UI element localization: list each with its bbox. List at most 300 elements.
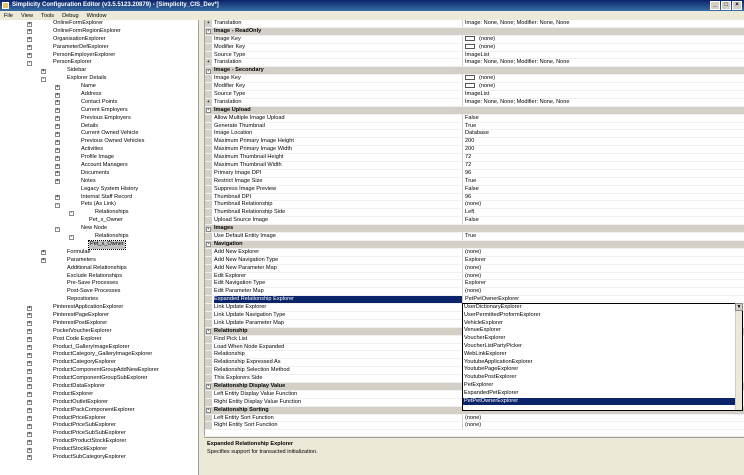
property-value[interactable] (465, 194, 744, 201)
tree-node-label: Parameters (67, 256, 96, 263)
property-name: Edit Parameter Map (214, 288, 463, 295)
property-value[interactable] (465, 209, 744, 216)
tree-node[interactable] (0, 304, 198, 312)
tree-node[interactable] (0, 430, 198, 438)
expand-icon[interactable]: + (28, 351, 31, 358)
tree-node-label: Documents (81, 169, 110, 176)
row-gutter (205, 217, 212, 224)
expand-icon[interactable]: + (28, 446, 31, 453)
property-name: Allow Multiple Image Upload (214, 115, 463, 122)
property-name: Generate Thumbnail (214, 123, 463, 130)
expand-icon[interactable]: + (56, 123, 59, 130)
property-row[interactable] (205, 44, 744, 52)
tree-node-label: Current Owned Vehicle (81, 130, 139, 137)
menu-tools[interactable]: Tools (41, 12, 55, 19)
property-value[interactable] (465, 273, 744, 280)
property-value[interactable] (465, 415, 744, 422)
property-row[interactable] (205, 36, 744, 44)
expand-icon[interactable]: + (56, 83, 59, 90)
expand-icon[interactable]: + (56, 107, 59, 114)
tree-node[interactable] (0, 67, 198, 75)
property-row[interactable] (205, 83, 744, 91)
row-gutter (205, 154, 212, 161)
property-row[interactable] (205, 186, 744, 194)
tree-node-label: Pet_x_Owner (89, 217, 123, 224)
expand-icon: + (205, 99, 212, 106)
tree-node[interactable] (0, 99, 198, 107)
property-value-text: ImageList (465, 51, 490, 58)
menu-view[interactable]: View (21, 12, 34, 19)
property-value[interactable] (465, 422, 744, 429)
row-gutter (205, 178, 212, 185)
collapse-icon[interactable]: - (207, 328, 210, 335)
category-label: Images (214, 225, 234, 232)
tree-node[interactable] (0, 209, 198, 217)
property-name: Modifier Key (214, 44, 463, 51)
row-gutter (205, 320, 212, 327)
property-name: Restrict Image Size (214, 178, 463, 185)
property-row[interactable] (205, 162, 744, 170)
expand-icon[interactable]: + (56, 154, 59, 161)
tree-node[interactable] (0, 454, 198, 462)
expand-icon[interactable]: + (56, 178, 59, 185)
row-gutter (205, 36, 212, 43)
property-value[interactable] (465, 123, 744, 130)
property-value[interactable] (465, 99, 744, 106)
expand-icon[interactable]: + (28, 359, 31, 366)
tree-node[interactable] (0, 328, 198, 336)
collapse-icon[interactable]: - (207, 28, 210, 35)
dropdown-option[interactable]: PetPetOwnerExplorer (463, 398, 742, 406)
expand-icon[interactable]: + (28, 422, 31, 429)
tree-node-label: Additional Relationships (67, 264, 127, 271)
tree-node[interactable] (0, 225, 198, 233)
tree-node[interactable] (0, 233, 198, 241)
expand-icon[interactable]: + (28, 36, 31, 43)
property-value-text: (none) (465, 422, 482, 429)
property-value[interactable] (465, 52, 744, 59)
explorer-tree[interactable] (0, 20, 199, 475)
tree-node[interactable] (0, 194, 198, 202)
expand-icon[interactable]: + (56, 194, 59, 201)
expand-icon[interactable]: + (42, 67, 45, 74)
property-row[interactable] (205, 217, 744, 225)
property-row[interactable] (205, 194, 744, 202)
explorer-dropdown-list[interactable] (462, 303, 743, 411)
expand-icon[interactable]: + (28, 399, 31, 406)
property-value[interactable] (465, 115, 744, 122)
collapse-icon[interactable]: - (70, 209, 73, 216)
dropdown-scrollbar[interactable] (735, 304, 742, 410)
property-value-text: Explorer (465, 280, 486, 287)
property-category[interactable] (205, 67, 744, 75)
property-value[interactable] (465, 59, 744, 66)
tree-node-label: ProductComponentGroupSubExplorer (53, 375, 148, 382)
property-row[interactable] (205, 146, 744, 154)
menu-file[interactable]: File (4, 12, 14, 19)
dropdown-option[interactable]: YoutubeApplicationExplorer (464, 358, 533, 365)
property-row[interactable] (205, 91, 744, 99)
property-value-text: (none) (465, 264, 482, 271)
tree-node[interactable] (0, 83, 198, 91)
property-name: Link Update Parameter Map (214, 320, 463, 327)
property-value[interactable] (465, 257, 744, 264)
tree-node[interactable] (0, 115, 198, 123)
tree-node[interactable] (0, 178, 198, 186)
dropdown-option[interactable]: ExpandedPetExplorer (464, 389, 519, 396)
property-row[interactable] (205, 138, 744, 146)
property-value[interactable] (465, 20, 744, 27)
expand-icon[interactable]: + (28, 28, 31, 35)
tree-node-label: Relationships (95, 209, 129, 216)
expand-icon[interactable]: + (28, 367, 31, 374)
property-value[interactable] (465, 280, 744, 287)
tree-node[interactable] (0, 201, 198, 209)
property-name: Suppress Image Preview (214, 186, 463, 193)
expand-icon[interactable]: + (28, 415, 31, 422)
expand-icon[interactable]: + (28, 383, 31, 390)
tree-node[interactable] (0, 186, 198, 194)
property-row[interactable] (205, 422, 744, 430)
tree-node[interactable] (0, 288, 198, 296)
expand-icon[interactable]: + (56, 138, 59, 145)
tree-node[interactable] (0, 162, 198, 170)
property-row[interactable] (205, 20, 744, 28)
property-value[interactable] (465, 138, 744, 145)
row-gutter (205, 359, 212, 366)
menu-debug[interactable]: Debug (62, 12, 79, 19)
expand-icon[interactable]: + (56, 99, 59, 106)
tree-node-label: ProductPriceSubSubExplorer (53, 430, 126, 437)
property-row[interactable] (205, 201, 744, 209)
property-row[interactable] (205, 249, 744, 257)
dropdown-option[interactable]: UserDictionaryExplorer (464, 304, 522, 310)
tree-node[interactable] (0, 446, 198, 454)
property-value[interactable] (465, 130, 744, 137)
property-name: Use Default Entity Image (214, 233, 463, 240)
property-value-text: (none) (465, 248, 482, 255)
tree-node[interactable] (0, 146, 198, 154)
tree-node-label: Repositories (67, 296, 99, 303)
description-panel (204, 437, 744, 475)
tree-node[interactable] (0, 296, 198, 304)
expand-icon[interactable]: + (28, 312, 31, 319)
tree-node[interactable] (0, 249, 198, 257)
collapse-icon[interactable]: - (207, 407, 210, 414)
tree-node[interactable] (0, 351, 198, 359)
property-value-text: (none) (479, 43, 496, 50)
expand-icon[interactable]: + (28, 391, 31, 398)
expand-icon[interactable]: + (28, 454, 31, 461)
property-value-text: 96 (465, 193, 472, 200)
tree-node[interactable] (0, 123, 198, 131)
dropdown-option[interactable]: VoucherExplorer (464, 335, 506, 342)
property-value[interactable] (465, 265, 744, 272)
tree-node-label: Formulae (67, 248, 91, 255)
row-gutter (205, 296, 212, 303)
row-gutter (205, 123, 212, 130)
tree-node[interactable] (0, 438, 198, 446)
expand-icon[interactable]: + (28, 430, 31, 437)
property-name: Thumbnail Relationship Side (214, 209, 463, 216)
property-row[interactable] (205, 52, 744, 60)
row-gutter (205, 312, 212, 319)
expand-icon[interactable]: + (28, 304, 31, 311)
row-gutter (205, 415, 212, 422)
tree-node-label: ProductSubCategoryExplorer (53, 453, 126, 460)
tree-node-label: Post Code Explorer (53, 335, 102, 342)
tree-node-label: New Node (81, 225, 108, 232)
tree-node[interactable] (0, 273, 198, 281)
row-gutter (205, 75, 212, 82)
maximize-icon[interactable]: □ (721, 1, 731, 10)
property-name: Image Key (214, 75, 463, 82)
tree-node[interactable] (0, 91, 198, 99)
property-value[interactable] (465, 146, 744, 153)
tree-node-label: ProductCategory_GalleryImageExplorer (53, 351, 153, 358)
tree-node[interactable] (0, 265, 198, 273)
property-value[interactable] (465, 170, 744, 177)
tree-node[interactable] (0, 422, 198, 430)
property-value[interactable] (465, 249, 744, 256)
property-row[interactable] (205, 75, 744, 83)
collapse-icon[interactable]: - (207, 107, 210, 114)
row-gutter (205, 209, 212, 216)
property-name: Primary Image DPI (214, 170, 463, 177)
dropdown-option[interactable]: VoucherListPartyPicker (464, 342, 522, 349)
dropdown-option[interactable]: YoutubePostExplorer (464, 374, 517, 381)
collapse-icon[interactable]: - (70, 233, 73, 240)
property-row[interactable] (205, 115, 744, 123)
expand-icon: + (205, 59, 212, 66)
expand-icon[interactable]: + (28, 438, 31, 445)
tree-node-label: OrganisationExplorer (53, 35, 106, 42)
tree-node[interactable] (0, 336, 198, 344)
tree-node[interactable] (0, 75, 198, 83)
property-value-text: Database (465, 130, 489, 137)
property-row[interactable] (205, 178, 744, 186)
category-label: Relationship Display Value (214, 382, 286, 389)
property-value[interactable] (465, 83, 744, 90)
property-value[interactable] (465, 178, 744, 185)
expand-icon[interactable]: + (28, 20, 31, 27)
property-value[interactable] (465, 44, 744, 51)
tree-node[interactable] (0, 399, 198, 407)
property-value[interactable] (465, 154, 744, 161)
tree-node[interactable] (0, 415, 198, 423)
property-row[interactable] (205, 280, 744, 288)
tree-node[interactable] (0, 375, 198, 383)
minimize-icon[interactable]: _ (710, 1, 720, 10)
property-value[interactable] (465, 162, 744, 169)
row-gutter (205, 138, 212, 145)
row-gutter (205, 367, 212, 374)
row-gutter (205, 399, 212, 406)
property-row[interactable] (205, 154, 744, 162)
expand-icon[interactable]: + (28, 407, 31, 414)
property-value[interactable] (465, 233, 744, 240)
tree-node-label: PinterestApplicationExplorer (53, 304, 124, 311)
property-value[interactable] (465, 186, 744, 193)
collapse-icon[interactable]: - (28, 59, 31, 66)
tree-node[interactable] (0, 359, 198, 367)
expand-icon[interactable]: + (56, 170, 59, 177)
property-row[interactable] (205, 257, 744, 265)
collapse-icon[interactable]: - (207, 383, 210, 390)
tree-node[interactable] (0, 344, 198, 352)
tree-node[interactable] (0, 407, 198, 415)
expand-icon[interactable]: + (56, 91, 59, 98)
property-row[interactable] (205, 233, 744, 241)
property-row[interactable] (205, 130, 744, 138)
tree-node-label: Pet_x_Owner (90, 240, 124, 247)
property-value[interactable] (465, 91, 744, 98)
expand-icon[interactable]: + (56, 146, 59, 153)
category-label: Relationship Sorting (214, 406, 269, 413)
tree-node[interactable] (0, 312, 198, 320)
property-row[interactable] (205, 170, 744, 178)
property-row[interactable] (205, 99, 744, 107)
tree-node-label: ProductPackComponentExplorer (53, 406, 135, 413)
dropdown-option[interactable]: WebLinkExplorer (464, 350, 507, 357)
tree-node[interactable] (0, 320, 198, 328)
tree-node-label: Pets (As Link) (81, 201, 116, 208)
tree-node[interactable] (0, 241, 198, 249)
tree-node[interactable] (0, 383, 198, 391)
tree-node-label: Details (81, 122, 99, 129)
property-row[interactable] (205, 265, 744, 273)
chevron-down-icon[interactable]: ▼ (736, 304, 742, 310)
property-row[interactable] (205, 288, 744, 296)
tree-node[interactable] (0, 52, 198, 60)
dropdown-option[interactable]: VenueExplorer (464, 327, 501, 334)
property-row[interactable] (205, 415, 744, 423)
description-title: Expanded Relationship Explorer (207, 441, 294, 447)
tree-node-label: PersonExplorer (53, 59, 92, 66)
expand-icon[interactable]: + (28, 328, 31, 335)
expand-icon[interactable]: + (28, 344, 31, 351)
collapse-icon[interactable]: - (42, 75, 45, 82)
tree-node-label: Previous Employers (81, 114, 131, 121)
expand-icon[interactable]: + (28, 336, 31, 343)
tree-node[interactable] (0, 20, 198, 28)
tree-node-label: Activities (81, 146, 104, 153)
close-icon[interactable]: × (732, 1, 742, 10)
row-gutter (205, 91, 212, 98)
property-value-text: Left (465, 209, 475, 216)
collapse-icon[interactable]: - (207, 225, 210, 232)
property-value[interactable] (465, 201, 744, 208)
tree-node-label: Profile Image (81, 154, 114, 161)
row-gutter (205, 146, 212, 153)
expand-icon[interactable]: + (28, 320, 31, 327)
property-name: Image Location (214, 130, 463, 137)
tree-node-label: OnlineFormExplorer (53, 20, 104, 26)
dropdown-option[interactable]: PetExplorer (464, 381, 494, 388)
expand-icon[interactable]: + (56, 130, 59, 137)
category-label: Image - Secondary (214, 67, 264, 74)
row-gutter (205, 280, 212, 287)
tree-node[interactable] (0, 107, 198, 115)
tree-node[interactable] (0, 257, 198, 265)
property-value[interactable] (465, 217, 744, 224)
expand-icon[interactable]: + (56, 115, 59, 122)
collapse-icon[interactable]: - (207, 67, 210, 74)
tree-node[interactable] (0, 280, 198, 288)
row-gutter (205, 265, 212, 272)
collapse-icon[interactable]: - (207, 241, 210, 248)
dropdown-option[interactable]: UserPermittedProformExplorer (464, 311, 541, 318)
tree-node[interactable] (0, 36, 198, 44)
row-gutter (205, 186, 212, 193)
property-value[interactable] (465, 288, 744, 295)
property-category[interactable] (205, 225, 744, 233)
property-row[interactable] (205, 273, 744, 281)
expand-icon[interactable]: + (42, 249, 45, 256)
property-name: Maximum Thumbnail Width (214, 162, 463, 169)
row-gutter (205, 52, 212, 59)
tree-node[interactable] (0, 28, 198, 36)
row-gutter (205, 351, 212, 358)
expand-icon[interactable]: + (28, 375, 31, 382)
row-gutter (205, 115, 212, 122)
image-swatch (465, 83, 475, 88)
row-gutter (205, 233, 212, 240)
tree-node[interactable] (0, 138, 198, 146)
property-value[interactable] (465, 75, 744, 82)
dropdown-option[interactable]: VehicleExplorer (464, 319, 503, 326)
property-value-text: (none) (479, 35, 496, 42)
property-value[interactable] (465, 36, 744, 43)
expand-icon[interactable]: + (28, 44, 31, 51)
property-category[interactable] (205, 241, 744, 249)
property-category[interactable] (205, 107, 744, 115)
tree-node[interactable] (0, 217, 198, 225)
tree-node[interactable] (0, 44, 198, 52)
dropdown-option[interactable]: YoutubePageExplorer (464, 366, 519, 373)
property-row[interactable] (205, 123, 744, 131)
tree-node[interactable] (0, 367, 198, 375)
expand-icon[interactable]: + (42, 257, 45, 264)
property-row[interactable] (205, 59, 744, 67)
tree-node[interactable] (0, 59, 198, 67)
row-gutter (205, 344, 212, 351)
description-text: Specifies support for transacted initialization. (207, 449, 318, 455)
property-value-text: 200 (465, 138, 475, 145)
row-gutter (205, 257, 212, 264)
row-gutter (205, 422, 212, 429)
row-gutter (205, 162, 212, 169)
property-name: Relationship (214, 351, 463, 358)
tree-node-label: Sidebar (67, 67, 87, 74)
property-row[interactable] (205, 209, 744, 217)
property-name: Upload Source Image (214, 217, 463, 224)
expand-icon[interactable]: + (56, 162, 59, 169)
tree-node[interactable] (0, 154, 198, 162)
property-name: Add New Navigation Type (214, 257, 463, 264)
expand-icon[interactable]: + (28, 52, 31, 59)
tree-node[interactable] (0, 391, 198, 399)
menu-window[interactable]: Window (86, 12, 107, 19)
collapse-icon[interactable]: - (56, 225, 59, 232)
tree-node[interactable] (0, 130, 198, 138)
property-value-text: True (465, 233, 477, 240)
category-label: Image Upload (214, 106, 251, 113)
menu-bar (0, 11, 744, 20)
property-category[interactable] (205, 28, 744, 36)
collapse-icon[interactable]: - (56, 201, 59, 208)
tree-node[interactable] (0, 170, 198, 178)
